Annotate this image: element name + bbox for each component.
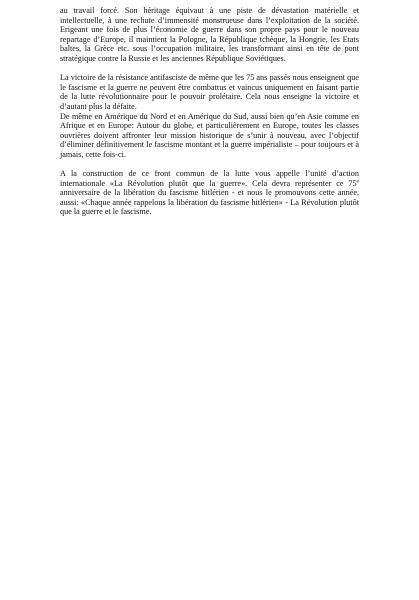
paragraph-occupation: au travail forcé. Son héritage équivaut à une piste de dévastation matérielle et intellectuelle, à une rechute d’immensité monstrueuse dans l’exploitation de la société. Erigeant une fois de plus l’économie de guerre dans son propre pays pour le nouveau repartage d’Europe, il maintient la Pologne, la République tchèque, la Hongrie, les Etats baltes, la Grèce etc. sous l’occupation militaire, les transformant ainsi en tête de pont stratégique contre la Russie et les anciennes République Soviétiques. — [60, 6, 359, 63]
document-page — [60, 6, 359, 217]
common-front-text-start: A la construction de ce front commun de la lutte vous appelle l’unité d’action internationale «La Révolution plutôt que la guerre». Cela devra représenter ce 75 — [60, 169, 359, 188]
common-front-text-end: anniversaire de la libération du fascisme hitlérien - et nous le promouvons cette année, aussi: «Chaque année rappelons la libération du fascisme hitlérien» - La Révolution plutôt que la guerre et le fascisme. — [60, 188, 359, 217]
paragraph-victory-lesson: La victoire de la résistance antifasciste de même que les 75 ans passés nous enseignent que le fascisme et la guerre ne peuvent être combattus et vaincus uniquement en faisant partie de la lutte révolutionnaire pour le pouvoir prolétaire. Cela nous enseigne la victoire et d’autant plus la défaite. — [60, 73, 359, 111]
paragraph-common-front — [60, 169, 359, 217]
paragraph-global-mission: De même en Amérique du Nord et en Amérique du Sud, aussi bien qu’en Asie comme en Afrique et en Europe: Autour du globe, et particulièrement en Europe, toutes les classes ouvrières doivent affronter leur mission historique de s’unir à nouveau, avec l’objectif d’éliminer définitivement le fascisme montant et la guerre impérialiste – pour toujours et à jamais, cette fois-ci. — [60, 111, 359, 159]
ordinal-superscript: e — [356, 177, 359, 184]
